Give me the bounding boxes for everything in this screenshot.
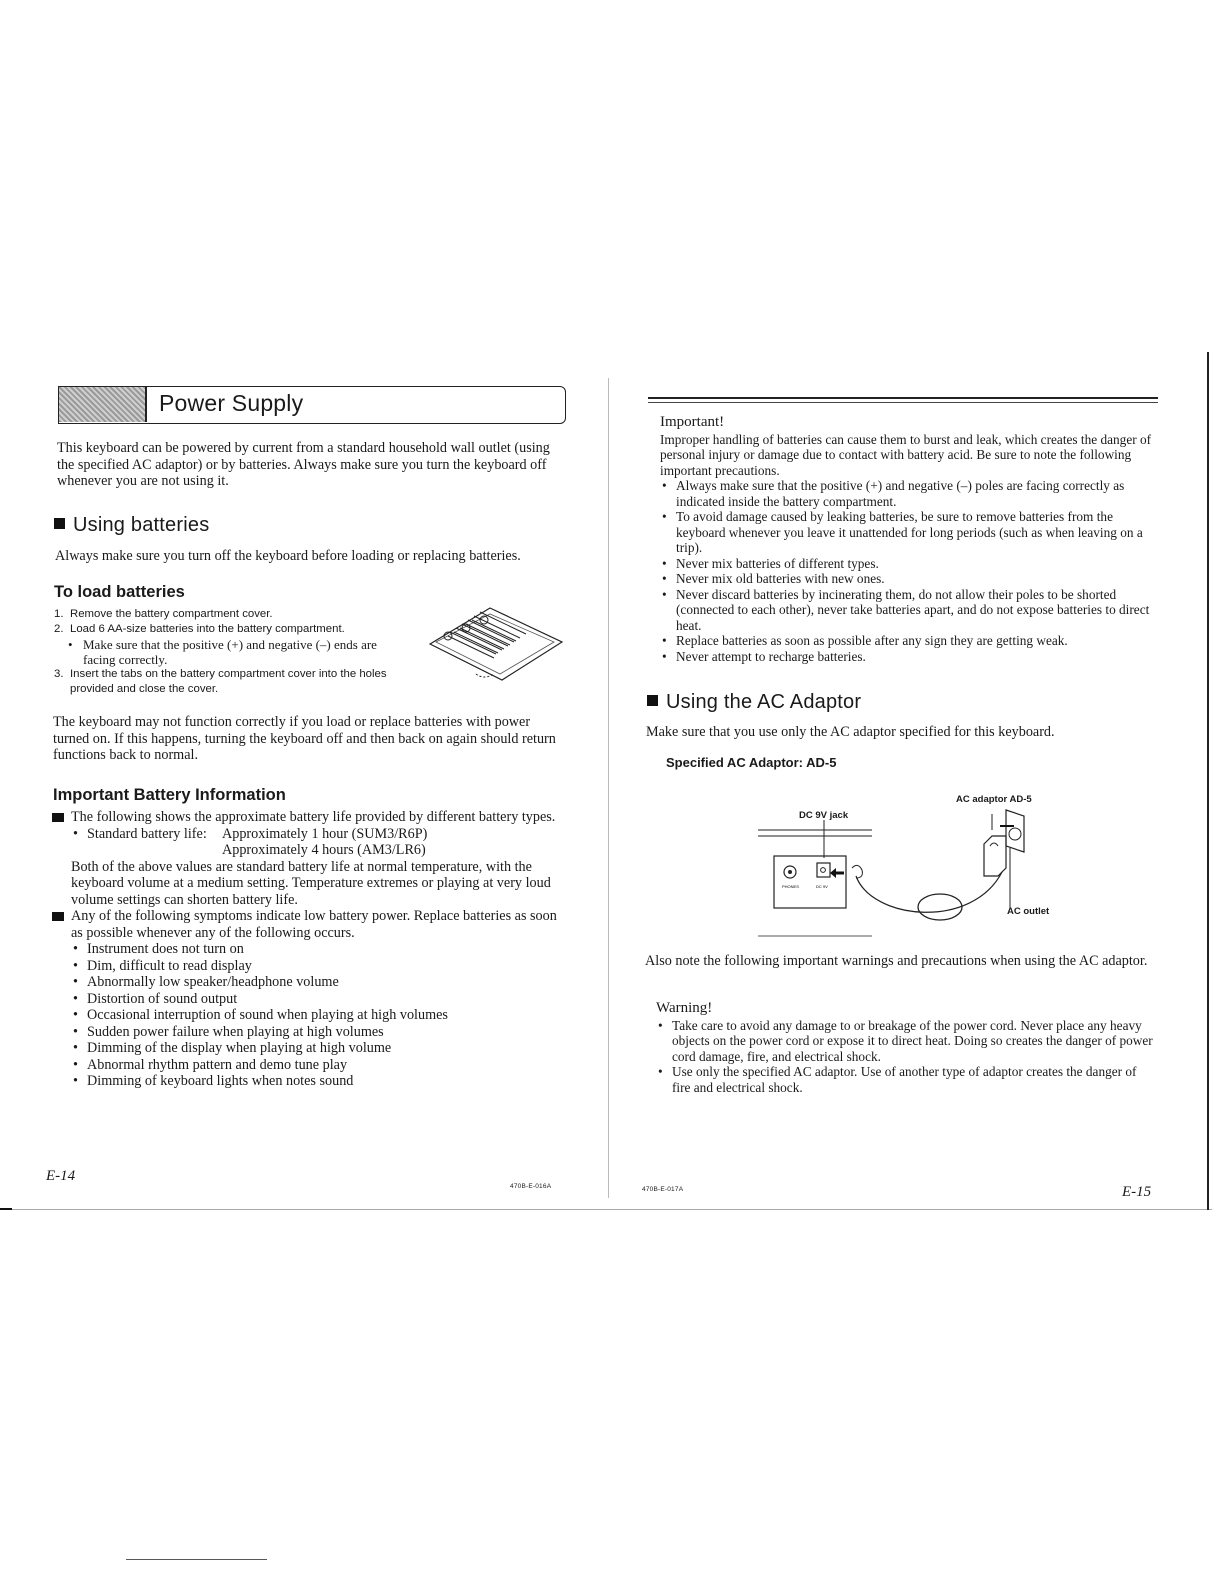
battery-info-item-2: Any of the following symptoms indicate low battery power. Replace batteries as soon as possible whenever any of the following occurs. xyxy=(52,908,564,941)
important-text: Improper handling of batteries can cause them to burst and leak, which creates the danger of personal injury or damage due to contact with battery acid. Be sure to note the following important precautions. xyxy=(660,431,1152,478)
important-heading: Important! xyxy=(660,414,725,430)
load-steps xyxy=(54,607,394,697)
bottom-rule-right xyxy=(612,1209,1212,1210)
heading-to-load-batteries: To load batteries xyxy=(54,583,185,601)
bottom-rule-left xyxy=(0,1209,612,1210)
important-section xyxy=(660,415,1158,664)
ac-adaptor-text: Make sure that you use only the AC adaptor specified for this keyboard. xyxy=(646,724,1055,740)
using-batteries-text: Always make sure you turn off the keyboard before loading or replacing batteries. xyxy=(55,548,521,564)
important-item: • Never mix old batteries with new ones. xyxy=(660,571,1158,587)
battery-life-note: Both of the above values are standard battery life at normal temperature, with the keyboard volume at a medium setting. Temperature extremes or playing at very loud volume settings can shorten battery life. xyxy=(71,858,551,908)
top-double-rule-thin xyxy=(648,402,1158,403)
important-item: • Never attempt to recharge batteries. xyxy=(660,649,1158,665)
label-dc-jack: DC 9V jack xyxy=(799,810,849,821)
warning-item: • Take care to avoid any damage to or breakage of the power cord. Never place any heavy objects on the power cord or expose it to direct heat. Doing so creates the danger of power cord damage, fire, and electrical shock. xyxy=(656,1018,1156,1065)
important-item: • Never discard batteries by incinerating them, do not allow their poles to be shorted (connected to each other), never take batteries apart, and do not expose batteries to direct heat. xyxy=(660,587,1158,634)
important-battery-info xyxy=(52,809,564,1090)
warning-section xyxy=(656,1001,1156,1095)
title-banner xyxy=(58,386,566,424)
top-double-rule xyxy=(648,397,1158,399)
warning-list xyxy=(656,1018,1156,1096)
ac-note-paragraph: Also note the following important warnings and precautions when using the AC adaptor. xyxy=(645,953,1148,969)
title-divider xyxy=(145,387,147,422)
standard-battery-life-row: • Standard battery life: Approximately 1 hour (SUM3/R6P) xyxy=(73,825,428,842)
step-2-note: • Make sure that the positive (+) and negative (–) ends are facing correctly. xyxy=(68,637,377,667)
page-number-left: E-14 xyxy=(46,1168,76,1184)
warning-heading: Warning! xyxy=(656,1000,713,1016)
symptom-item: • Sudden power failure when playing at high volumes xyxy=(71,1024,564,1041)
right-page xyxy=(612,0,1224,1584)
important-item: • Never mix batteries of different types. xyxy=(660,556,1158,572)
square-bullet xyxy=(52,813,64,822)
step-3: 3. Insert the tabs on the battery compartment cover into the holes provided and close the cover. xyxy=(54,668,387,695)
important-item: • To avoid damage caused by leaking batteries, be sure to remove batteries from the keyboard whenever you leave it unattended for long periods (such as when leaving on a trip). xyxy=(660,509,1158,556)
label-ac-adaptor: AC adaptor AD-5 xyxy=(956,794,1032,805)
symptom-item: • Occasional interruption of sound when playing at high volumes xyxy=(71,1007,564,1024)
heading-important-battery-info: Important Battery Information xyxy=(53,786,286,804)
svg-text:PHONES: PHONES xyxy=(782,884,799,889)
symptom-item: • Dimming of the display when playing at high volume xyxy=(71,1040,564,1057)
square-bullet xyxy=(52,912,64,921)
page-number-right: E-15 xyxy=(1122,1184,1152,1200)
bottom-rule-left-dark xyxy=(0,1208,12,1210)
symptom-item: • Distortion of sound output xyxy=(71,991,564,1008)
symptom-item: • Abnormal rhythm pattern and demo tune play xyxy=(71,1057,564,1074)
symptom-item: • Abnormally low speaker/headphone volume xyxy=(71,974,564,991)
specified-adaptor-label: Specified AC Adaptor: AD-5 xyxy=(666,755,837,770)
symptom-item: • Dim, difficult to read display xyxy=(71,958,564,975)
heading-square-bullet xyxy=(647,695,658,706)
title-halftone-block xyxy=(59,387,145,422)
important-list xyxy=(660,478,1158,664)
heading-using-batteries: Using batteries xyxy=(54,514,209,537)
low-battery-symptoms xyxy=(71,941,564,1090)
doc-code-right: 470B-E-017A xyxy=(642,1186,684,1193)
warning-item: • Use only the specified AC adaptor. Use of another type of adaptor creates the danger of fire and electrical shock. xyxy=(656,1064,1156,1095)
svg-text:DC 9V: DC 9V xyxy=(816,884,828,889)
heading-square-bullet xyxy=(54,518,65,529)
right-edge-line xyxy=(1207,352,1209,1210)
step-1: 1. Remove the battery compartment cover. xyxy=(54,608,273,620)
after-load-paragraph: The keyboard may not function correctly if you load or replace batteries with power turned on. If this happens, turning the keyboard off and then back on again should return functions back to normal. xyxy=(53,714,556,763)
battery-info-item-1: The following shows the approximate battery life provided by different battery types. xyxy=(52,809,564,826)
battery-compartment-illustration xyxy=(426,602,566,684)
symptom-item: • Dimming of keyboard lights when notes sound xyxy=(71,1073,564,1090)
intro-paragraph: This keyboard can be powered by current from a standard household wall outlet (using the specified AC adaptor) or by batteries. Always make sure you turn the keyboard off whenever you are not using it. xyxy=(57,440,550,489)
step-2: 2. Load 6 AA-size batteries into the battery compartment. xyxy=(54,623,345,635)
important-item: • Replace batteries as soon as possible after any sign they are getting weak. xyxy=(660,633,1158,649)
important-item: • Always make sure that the positive (+) and negative (–) poles are facing correctly as indicated inside the battery compartment. xyxy=(660,478,1158,509)
center-gutter-line xyxy=(608,378,609,1198)
heading-using-ac-adaptor: Using the AC Adaptor xyxy=(647,691,861,714)
battery-life-row-2: Approximately 4 hours (AM3/LR6) xyxy=(222,842,426,858)
symptom-item: • Instrument does not turn on xyxy=(71,941,564,958)
doc-code-left: 470B-E-016A xyxy=(510,1183,552,1190)
bottom-link-underline xyxy=(126,1559,267,1560)
page-title: Power Supply xyxy=(159,390,304,416)
label-ac-outlet: AC outlet xyxy=(1007,906,1050,917)
ac-adaptor-diagram xyxy=(752,800,1062,940)
